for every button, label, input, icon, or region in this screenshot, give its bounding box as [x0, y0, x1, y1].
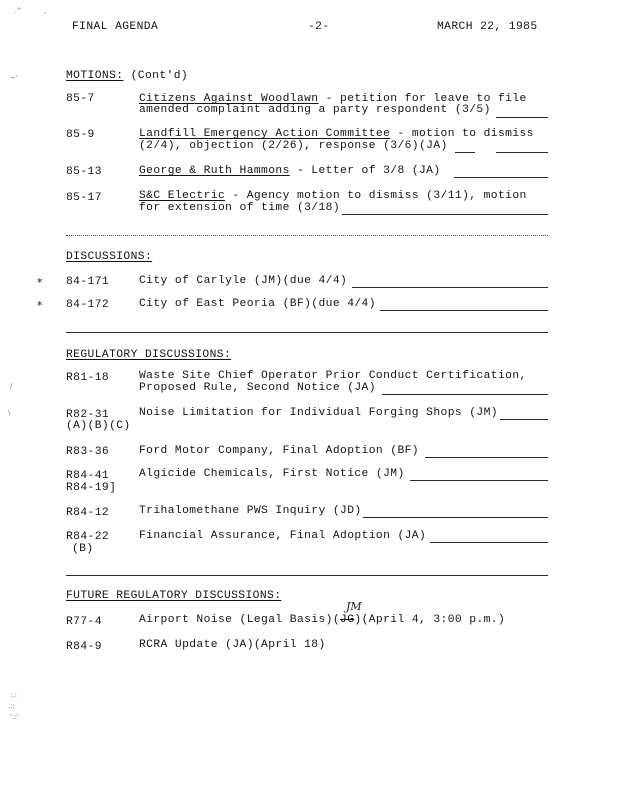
priority-star: * — [37, 276, 43, 289]
blank-line — [496, 152, 548, 153]
item-text-line2: amended complaint adding a party respondent (3/5) — [139, 104, 491, 116]
item-text-line2: for extension of time (3/18) — [139, 202, 341, 214]
handwritten-initials: JM — [346, 600, 362, 613]
regulatory-heading: REGULATORY DISCUSSIONS: — [66, 349, 232, 361]
item-number-suffix: (A)(B)(C) — [66, 420, 131, 432]
item-text: Financial Assurance, Final Adoption (JA) — [139, 530, 427, 542]
blank-line — [382, 394, 548, 395]
scan-speck: ' — [44, 11, 46, 19]
item-number: R84-12 — [66, 507, 110, 519]
item-text: Ford Motor Company, Final Adoption (BF) — [139, 445, 419, 457]
item-number: R82-31 — [66, 409, 110, 421]
item-number: R77-4 — [66, 616, 102, 628]
item-number: 85-17 — [66, 192, 102, 204]
item-text: Noise Limitation for Individual Forging Shops (JM) — [139, 407, 498, 419]
blank-line — [363, 517, 548, 518]
header-date: MARCH 22, 1985 — [437, 21, 538, 33]
item-party: S&C Electric — [139, 190, 226, 202]
item-text-end: )(April 4, 3:00 p.m.) — [354, 614, 506, 626]
scan-speck: :.: — [10, 691, 17, 699]
item-text — [139, 614, 505, 627]
item-number: 84-172 — [66, 299, 110, 311]
item-number: 85-13 — [66, 166, 102, 178]
item-number-suffix: (B) — [72, 543, 94, 555]
section-divider — [66, 575, 548, 576]
scan-speck: ~' — [10, 74, 18, 82]
item-number: R84-22 — [66, 531, 110, 543]
item-text: City of Carlyle (JM)(due 4/4) — [139, 275, 348, 287]
motions-heading-suffix: (Cont'd) — [123, 70, 189, 82]
item-number: R84-41 — [66, 470, 110, 482]
blank-line — [496, 117, 548, 118]
blank-line — [410, 480, 548, 481]
blank-line — [455, 152, 475, 153]
header-title: FINAL AGENDA — [72, 21, 159, 33]
future-heading: FUTURE REGULATORY DISCUSSIONS: — [66, 590, 282, 602]
item-number: 84-171 — [66, 276, 110, 288]
blank-line — [425, 457, 548, 458]
struck-initials: JG — [340, 614, 355, 626]
item-text — [139, 165, 441, 178]
item-text: City of East Peoria (BF)(due 4/4) — [139, 298, 376, 310]
item-party: Landfill Emergency Action Committee — [139, 128, 391, 140]
item-number: R81-18 — [66, 372, 110, 384]
blank-line — [342, 214, 548, 215]
item-party: George & Ruth Hammons — [139, 165, 290, 177]
blank-line — [454, 177, 548, 178]
page-number: -2- — [308, 21, 330, 33]
motions-heading — [66, 70, 188, 83]
item-text: RCRA Update (JA)(April 18) — [139, 639, 326, 651]
item-detail: - Agency motion to dismiss (3/11), motion — [225, 190, 527, 202]
discussions-heading: DISCUSSIONS: — [66, 251, 153, 263]
scan-speck: .^ — [14, 7, 23, 15]
item-number: 85-7 — [66, 93, 95, 105]
item-text: Trihalomethane PWS Inquiry (JD) — [139, 505, 362, 517]
item-number: R84-9 — [66, 641, 102, 653]
scan-speck: .:; — [8, 702, 15, 710]
section-divider — [66, 332, 548, 333]
item-number: 85-9 — [66, 129, 95, 141]
blank-line — [380, 310, 548, 311]
item-text-start: Airport Noise (Legal Basis)( — [139, 614, 341, 626]
motions-heading-label: MOTIONS: — [66, 70, 124, 82]
item-party: Citizens Against Woodlawn — [139, 93, 319, 105]
item-detail: - Letter of 3/8 (JA) — [289, 165, 441, 177]
item-text: Waste Site Chief Operator Prior Conduct Certification, — [139, 370, 527, 382]
item-number-suffix: R84-19] — [66, 482, 117, 494]
blank-line — [352, 287, 548, 288]
item-text-line2: Proposed Rule, Second Notice (JA) — [139, 382, 376, 394]
priority-star: * — [37, 299, 43, 312]
blank-line — [430, 542, 548, 543]
scan-speck: '.:' — [10, 713, 19, 721]
item-text-line2: (2/4), objection (2/26), response (3/6)(JA) — [139, 140, 448, 152]
item-detail: - motion to dismiss — [390, 128, 534, 140]
scan-speck: / — [10, 382, 13, 390]
item-detail: - petition for leave to file — [318, 93, 527, 105]
blank-line — [500, 419, 548, 420]
section-divider — [66, 235, 548, 236]
item-number: R83-36 — [66, 446, 110, 458]
scan-speck: \ — [8, 409, 11, 417]
item-text: Algicide Chemicals, First Notice (JM) — [139, 468, 405, 480]
